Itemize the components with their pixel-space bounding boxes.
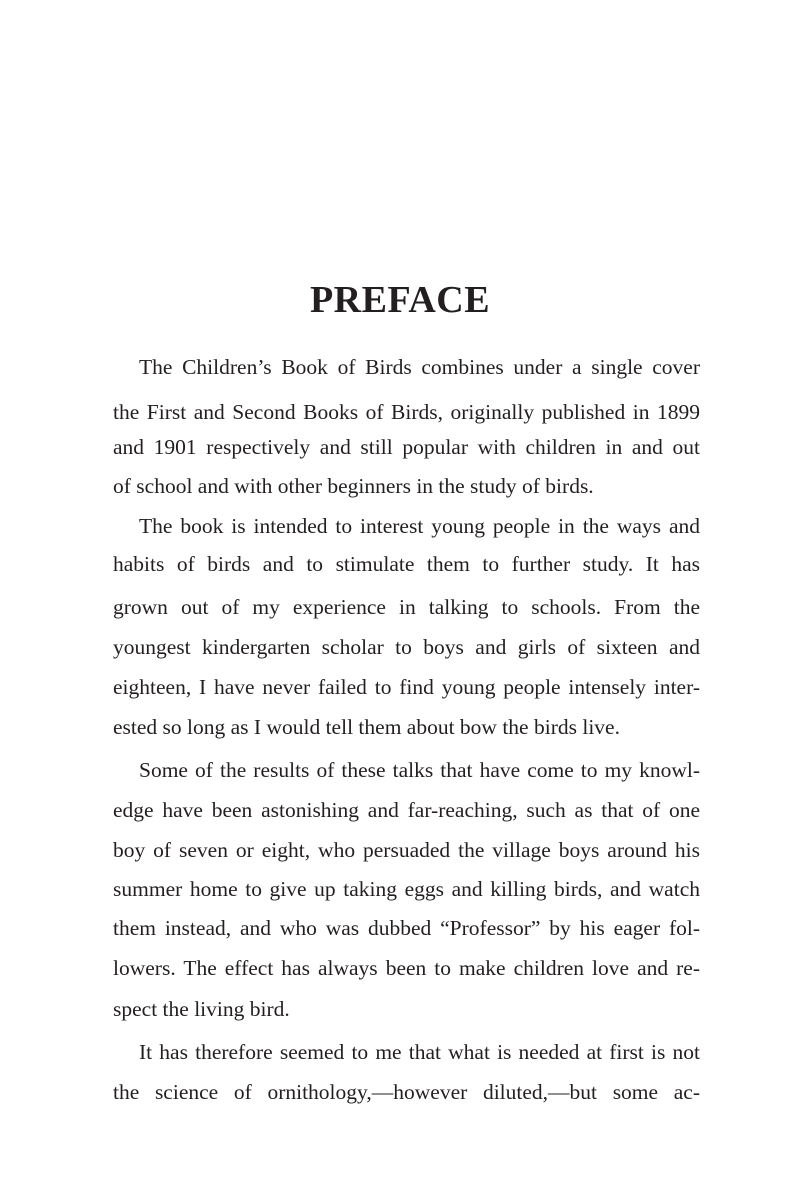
text-line: lowers. The effect has always been to make children love and re- — [113, 956, 700, 980]
text-line: ested so long as I would tell them about bow the birds live. — [113, 715, 620, 739]
text-line: grown out of my experience in talking to schools. From the — [113, 595, 700, 619]
text-line: boy of seven or eight, who persuaded the village boys around his — [113, 838, 700, 862]
text-line: Some of the results of these talks that have come to my knowl- — [139, 758, 700, 782]
text-line: edge have been astonishing and far-reaching, such as that of one — [113, 798, 700, 822]
text-line: eighteen, I have never failed to find young people intensely inter- — [113, 675, 700, 699]
text-line: and 1901 respectively and still popular with children in and out — [113, 435, 700, 459]
text-line: habits of birds and to stimulate them to further study. It has — [113, 552, 700, 576]
text-line: them instead, and who was dubbed “Professor” by his eager fol- — [113, 916, 700, 940]
text-line: the First and Second Books of Birds, originally published in 1899 — [113, 400, 700, 424]
text-line: summer home to give up taking eggs and killing birds, and watch — [113, 877, 700, 901]
text-line: youngest kindergarten scholar to boys and girls of sixteen and — [113, 635, 700, 659]
page-title: PREFACE — [309, 279, 491, 321]
text-line: of school and with other beginners in the study of birds. — [113, 474, 594, 498]
text-line: It has therefore seemed to me that what is needed at first is not — [139, 1040, 700, 1064]
text-line: The book is intended to interest young people in the ways and — [139, 514, 700, 538]
text-line: the science of ornithology,—however diluted,—but some ac- — [113, 1080, 700, 1104]
text-line: The Children’s Book of Birds combines under a single cover — [139, 355, 700, 379]
text-line: spect the living bird. — [113, 997, 290, 1021]
